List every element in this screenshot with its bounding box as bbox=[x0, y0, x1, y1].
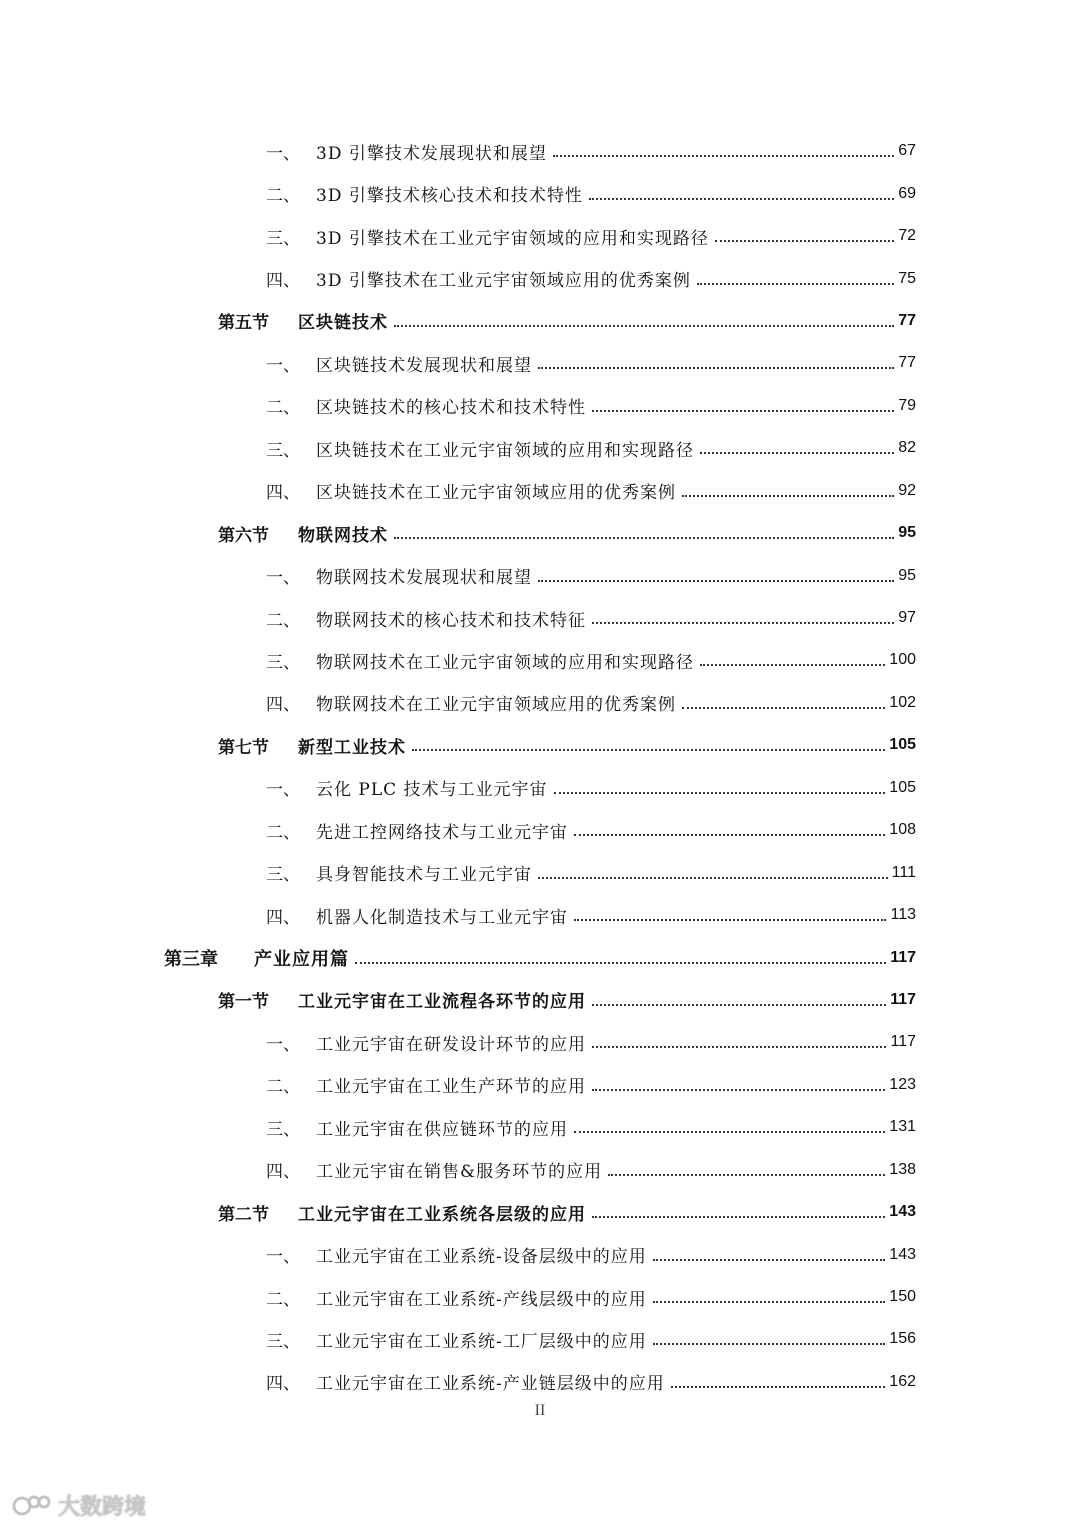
toc-subsection-entry[interactable] bbox=[0, 1149, 1080, 1191]
toc-entry-number: 二、 bbox=[266, 1289, 300, 1310]
toc-entry-title: 云化 PLC 技术与工业元宇宙 bbox=[316, 780, 548, 801]
toc-subsection-entry[interactable] bbox=[0, 1021, 1080, 1063]
toc-subsection-entry[interactable] bbox=[0, 1318, 1080, 1360]
toc-subsection-entry[interactable] bbox=[0, 215, 1080, 257]
toc-dot-leader bbox=[592, 1089, 885, 1091]
toc-entry-page: 117 bbox=[890, 990, 916, 1008]
toc-entry-number: 一、 bbox=[266, 1034, 300, 1055]
toc-entry-number: 四、 bbox=[266, 483, 300, 504]
toc-entry-number: 一、 bbox=[266, 568, 300, 589]
toc-entry-page: 75 bbox=[898, 269, 916, 287]
toc-entry-page: 113 bbox=[890, 906, 916, 924]
toc-entry-title: 工业元宇宙在工业系统各层级的应用 bbox=[298, 1204, 586, 1225]
toc-entry-number: 三、 bbox=[266, 1331, 300, 1352]
toc-entry-title: 3D 引擎技术发展现状和展望 bbox=[316, 143, 547, 164]
brand-logo-icon bbox=[12, 1494, 52, 1518]
toc-section-entry[interactable] bbox=[0, 300, 1080, 342]
toc-entry-page: 95 bbox=[898, 524, 916, 542]
toc-subsection-entry[interactable] bbox=[0, 1361, 1080, 1403]
toc-entry-title: 先进工控网络技术与工业元宇宙 bbox=[316, 822, 568, 843]
toc-dot-leader bbox=[592, 1216, 885, 1218]
toc-entry-number: 三、 bbox=[266, 1119, 300, 1140]
toc-entry-page: 156 bbox=[889, 1330, 916, 1348]
toc-subsection-entry[interactable] bbox=[0, 130, 1080, 172]
toc-dot-leader bbox=[653, 1259, 886, 1261]
toc-entry-number: 二、 bbox=[266, 610, 300, 631]
toc-entry-number: 一、 bbox=[266, 143, 300, 164]
toc-section-entry[interactable] bbox=[0, 512, 1080, 554]
toc-entry-page: 82 bbox=[898, 439, 916, 457]
toc-entry-number: 一、 bbox=[266, 1247, 300, 1268]
toc-entry-number: 第五节 bbox=[218, 313, 269, 334]
toc-dot-leader bbox=[682, 495, 894, 497]
toc-subsection-entry[interactable] bbox=[0, 554, 1080, 596]
toc-entry-number: 四、 bbox=[266, 271, 300, 292]
toc-subsection-entry[interactable] bbox=[0, 342, 1080, 384]
toc-entry-title: 物联网技术的核心技术和技术特征 bbox=[316, 610, 586, 631]
page-number: II bbox=[534, 1402, 546, 1419]
toc-entry-page: 97 bbox=[898, 609, 916, 627]
toc-entry-page: 108 bbox=[889, 821, 916, 839]
toc-subsection-entry[interactable] bbox=[0, 597, 1080, 639]
toc-dot-leader bbox=[574, 834, 885, 836]
toc-entry-title: 工业元宇宙在销售&服务环节的应用 bbox=[316, 1162, 603, 1183]
watermark-text: 大数跨境 bbox=[58, 1495, 147, 1520]
toc-entry-page: 117 bbox=[890, 948, 916, 966]
toc-entry-title: 工业元宇宙在工业生产环节的应用 bbox=[316, 1077, 586, 1098]
toc-entry-page: 72 bbox=[898, 227, 916, 245]
toc-entry-number: 第六节 bbox=[218, 525, 269, 546]
toc-entry-number: 三、 bbox=[266, 865, 300, 886]
toc-entry-number: 四、 bbox=[266, 695, 300, 716]
toc-dot-leader bbox=[653, 1301, 886, 1303]
toc-dot-leader bbox=[682, 707, 885, 709]
toc-entry-page: 162 bbox=[889, 1372, 916, 1390]
toc-entry-title: 工业元宇宙在工业系统-产线层级中的应用 bbox=[316, 1289, 647, 1310]
toc-subsection-entry[interactable] bbox=[0, 427, 1080, 469]
toc-entry-number: 二、 bbox=[266, 186, 300, 207]
toc-entry-title: 3D 引擎技术在工业元宇宙领域应用的优秀案例 bbox=[316, 271, 691, 292]
toc-dot-leader bbox=[554, 792, 886, 794]
toc-subsection-entry[interactable] bbox=[0, 470, 1080, 512]
toc-entry-title: 物联网技术在工业元宇宙领域的应用和实现路径 bbox=[316, 652, 694, 673]
toc-entry-title: 工业元宇宙在工业系统-设备层级中的应用 bbox=[316, 1247, 647, 1268]
toc-entry-page: 111 bbox=[891, 863, 916, 881]
watermark bbox=[12, 1490, 146, 1521]
toc-section-entry[interactable] bbox=[0, 979, 1080, 1021]
toc-subsection-entry[interactable] bbox=[0, 1233, 1080, 1275]
toc-entry-page: 123 bbox=[889, 1075, 916, 1093]
toc-entry-page: 102 bbox=[889, 693, 916, 711]
toc-entry-number: 第一节 bbox=[218, 992, 269, 1013]
toc-subsection-entry[interactable] bbox=[0, 1276, 1080, 1318]
toc-entry-page: 77 bbox=[898, 311, 916, 329]
toc-dot-leader bbox=[608, 1174, 885, 1176]
toc-entry-title: 工业元宇宙在工业流程各环节的应用 bbox=[298, 992, 586, 1013]
toc-entry-title: 新型工业技术 bbox=[298, 737, 406, 758]
toc-entry-page: 143 bbox=[889, 1245, 916, 1263]
toc-entry-page: 117 bbox=[890, 1033, 916, 1051]
toc-entry-title: 物联网技术发展现状和展望 bbox=[316, 568, 532, 589]
toc-entry-title: 3D 引擎技术核心技术和技术特性 bbox=[316, 186, 583, 207]
toc-entry-number: 四、 bbox=[266, 1374, 300, 1395]
toc-entry-title: 机器人化制造技术与工业元宇宙 bbox=[316, 907, 568, 928]
toc-entry-title: 工业元宇宙在供应链环节的应用 bbox=[316, 1119, 568, 1140]
toc-entry-number: 四、 bbox=[266, 1162, 300, 1183]
toc-dot-leader bbox=[715, 240, 894, 242]
toc-subsection-entry[interactable] bbox=[0, 809, 1080, 851]
toc-entry-number: 四、 bbox=[266, 907, 300, 928]
toc-entry-page: 105 bbox=[889, 778, 916, 796]
toc-entry-title: 3D 引擎技术在工业元宇宙领域的应用和实现路径 bbox=[316, 228, 709, 249]
toc-subsection-entry[interactable] bbox=[0, 1064, 1080, 1106]
toc-entry-page: 138 bbox=[889, 1160, 916, 1178]
toc-entry-title: 区块链技术的核心技术和技术特性 bbox=[316, 398, 586, 419]
toc-dot-leader bbox=[394, 537, 894, 539]
toc-dot-leader bbox=[538, 580, 894, 582]
toc-dot-leader bbox=[592, 622, 894, 624]
toc-dot-leader bbox=[412, 749, 885, 751]
toc-subsection-entry[interactable] bbox=[0, 639, 1080, 681]
toc-dot-leader bbox=[394, 325, 894, 327]
toc-entry-page: 69 bbox=[898, 184, 916, 202]
toc-entry-page: 143 bbox=[889, 1203, 916, 1221]
toc-dot-leader bbox=[355, 962, 886, 964]
toc-subsection-entry[interactable] bbox=[0, 1106, 1080, 1148]
toc-dot-leader bbox=[653, 1343, 886, 1345]
toc-dot-leader bbox=[589, 198, 894, 200]
toc-dot-leader bbox=[700, 452, 894, 454]
toc-entry-title: 物联网技术在工业元宇宙领域应用的优秀案例 bbox=[316, 695, 676, 716]
toc-subsection-entry[interactable] bbox=[0, 682, 1080, 724]
toc-entry-title: 物联网技术 bbox=[298, 525, 388, 546]
toc-dot-leader bbox=[671, 1386, 886, 1388]
toc-entry-title: 区块链技术在工业元宇宙领域应用的优秀案例 bbox=[316, 483, 676, 504]
toc-entry-title: 区块链技术 bbox=[298, 313, 388, 334]
toc-entry-number: 三、 bbox=[266, 228, 300, 249]
toc-dot-leader bbox=[592, 410, 894, 412]
toc-entry-title: 工业元宇宙在工业系统-工厂层级中的应用 bbox=[316, 1331, 647, 1352]
toc-entry-title: 区块链技术在工业元宇宙领域的应用和实现路径 bbox=[316, 440, 694, 461]
toc-entry-page: 67 bbox=[898, 142, 916, 160]
toc-entry-number: 三、 bbox=[266, 652, 300, 673]
toc-entry-number: 第三章 bbox=[164, 948, 218, 970]
toc-subsection-entry[interactable] bbox=[0, 767, 1080, 809]
toc-subsection-entry[interactable] bbox=[0, 172, 1080, 214]
toc-entry-number: 二、 bbox=[266, 1077, 300, 1098]
toc-entry-title: 工业元宇宙在工业系统-产业链层级中的应用 bbox=[316, 1374, 665, 1395]
toc-dot-leader bbox=[574, 1131, 885, 1133]
toc-entry-number: 第二节 bbox=[218, 1204, 269, 1225]
table-of-contents bbox=[0, 130, 1080, 1403]
toc-subsection-entry[interactable] bbox=[0, 851, 1080, 893]
toc-subsection-entry[interactable] bbox=[0, 894, 1080, 936]
toc-dot-leader bbox=[538, 877, 888, 879]
toc-entry-number: 三、 bbox=[266, 440, 300, 461]
toc-section-entry[interactable] bbox=[0, 1191, 1080, 1233]
toc-dot-leader bbox=[592, 1004, 886, 1006]
toc-entry-number: 第七节 bbox=[218, 737, 269, 758]
toc-entry-page: 131 bbox=[889, 1118, 916, 1136]
toc-dot-leader bbox=[553, 155, 894, 157]
toc-subsection-entry[interactable] bbox=[0, 385, 1080, 427]
toc-chapter-entry[interactable] bbox=[0, 936, 1080, 978]
toc-entry-number: 一、 bbox=[266, 780, 300, 801]
toc-subsection-entry[interactable] bbox=[0, 257, 1080, 299]
toc-entry-title: 具身智能技术与工业元宇宙 bbox=[316, 865, 532, 886]
toc-entry-number: 二、 bbox=[266, 822, 300, 843]
toc-dot-leader bbox=[574, 919, 886, 921]
toc-entry-page: 95 bbox=[898, 566, 916, 584]
toc-section-entry[interactable] bbox=[0, 724, 1080, 766]
toc-entry-page: 79 bbox=[898, 396, 916, 414]
toc-entry-page: 77 bbox=[898, 354, 916, 372]
toc-entry-number: 一、 bbox=[266, 355, 300, 376]
toc-entry-number: 二、 bbox=[266, 398, 300, 419]
toc-entry-page: 105 bbox=[889, 736, 916, 754]
toc-entry-title: 产业应用篇 bbox=[254, 948, 349, 970]
toc-entry-title: 工业元宇宙在研发设计环节的应用 bbox=[316, 1034, 586, 1055]
toc-dot-leader bbox=[700, 664, 885, 666]
toc-dot-leader bbox=[697, 283, 894, 285]
toc-dot-leader bbox=[592, 1046, 886, 1048]
toc-entry-title: 区块链技术发展现状和展望 bbox=[316, 355, 532, 376]
toc-entry-page: 92 bbox=[898, 481, 916, 499]
toc-dot-leader bbox=[538, 367, 894, 369]
toc-entry-page: 100 bbox=[889, 651, 916, 669]
toc-entry-page: 150 bbox=[889, 1288, 916, 1306]
